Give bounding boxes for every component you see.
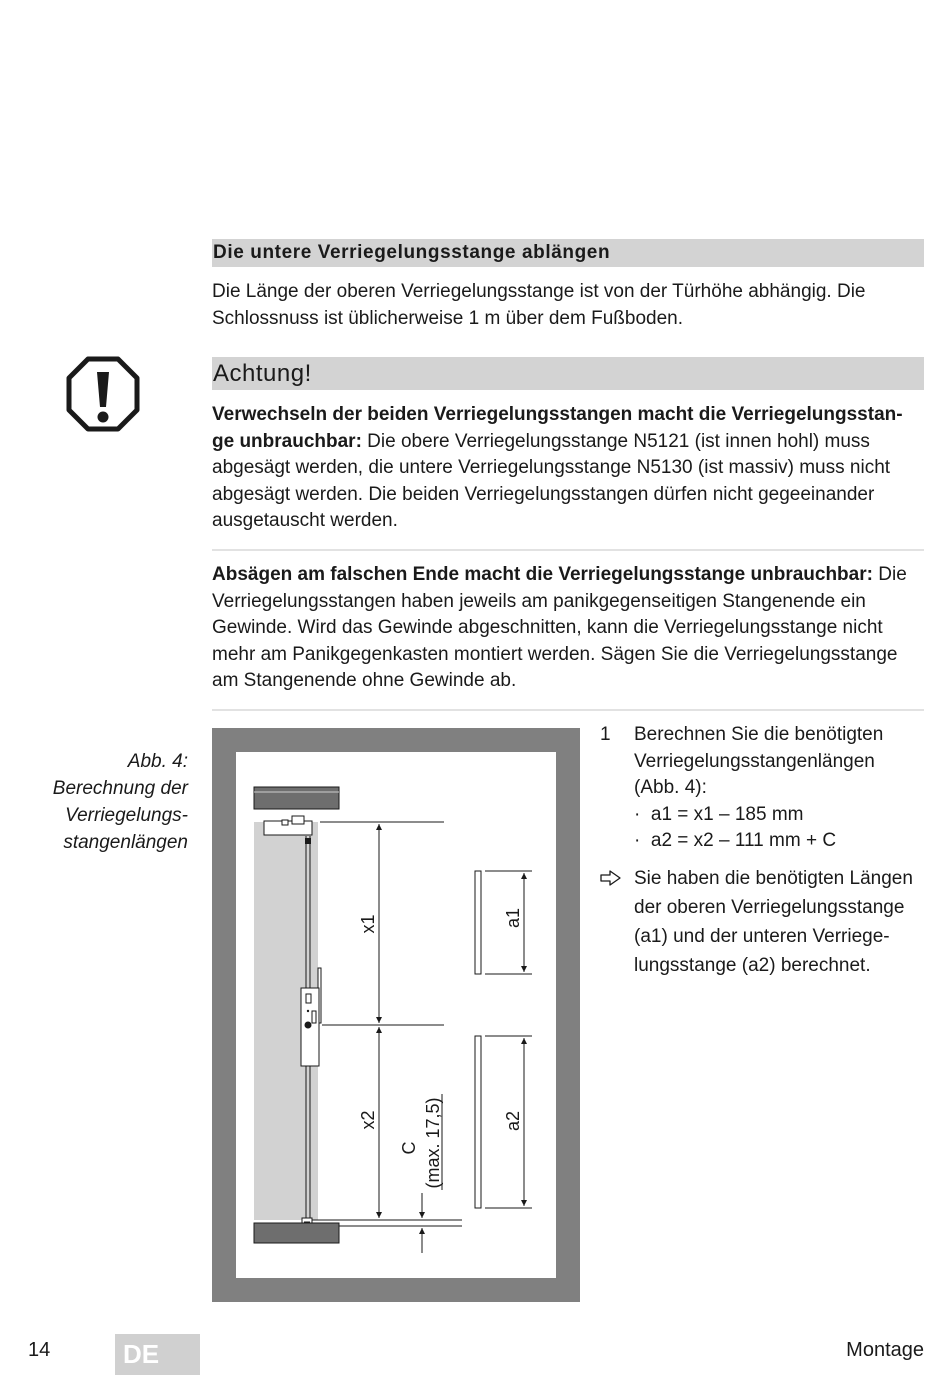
section-heading bbox=[212, 239, 924, 267]
step-text bbox=[634, 722, 934, 855]
c-max-label: (max. 17,5) bbox=[423, 1097, 443, 1189]
x1-label: x1 bbox=[358, 914, 378, 934]
warning-line: ausgetauscht werden. bbox=[212, 510, 398, 531]
language-badge: DE bbox=[115, 1334, 200, 1375]
floor-profile bbox=[254, 1223, 339, 1243]
intro-paragraph bbox=[212, 279, 924, 332]
chapter-name: Montage bbox=[846, 1339, 924, 1361]
warning-line bbox=[212, 429, 924, 456]
result-line: (a1) und der unteren Verriege- bbox=[634, 926, 890, 947]
warning-line: Gewinde. Wird das Gewinde abgeschnitten, kann die Verriegelungsstange nicht bbox=[212, 617, 883, 638]
warning-line: mehr am Panikgegenkasten montiert werden. Sägen Sie die Verriegelungsstange bbox=[212, 643, 898, 665]
step-number: 1 bbox=[600, 724, 611, 745]
result-line: Sie haben die benötigten Längen bbox=[634, 868, 913, 889]
warning-bold-text: ge unbrauchbar: bbox=[212, 430, 362, 452]
technical-drawing bbox=[212, 728, 580, 1302]
warning-text: Die obere Verriegelungsstange N5121 (ist innen hohl) muss bbox=[361, 430, 870, 452]
formula-a2 bbox=[634, 828, 934, 855]
a2-label: a2 bbox=[503, 1110, 523, 1132]
bullet: · bbox=[634, 803, 641, 825]
formula-a1 bbox=[634, 802, 934, 829]
warning-line: abgesägt werden. Die beiden Verriegelungsstangen dürfen nicht gegeeinander bbox=[212, 483, 875, 505]
warning-line bbox=[212, 402, 924, 429]
rod-a2 bbox=[475, 1036, 481, 1208]
divider bbox=[212, 549, 924, 551]
warning-line: Verriegelungsstangen haben jeweils am panikgegenseitigen Stangenende ein bbox=[212, 590, 866, 612]
result-line: der oberen Verriegelungsstange bbox=[634, 897, 905, 918]
caption-line: Abb. 4: bbox=[127, 751, 188, 772]
warning-line bbox=[212, 562, 924, 589]
warning-paragraph-2 bbox=[212, 562, 924, 695]
warning-paragraph-1 bbox=[212, 402, 924, 535]
caption-line: Verriegelungs- bbox=[65, 805, 188, 826]
step-line: Berechnen Sie die benötigten bbox=[634, 724, 884, 745]
warning-line: abgesägt werden, die untere Verriegelungsstange N5130 (ist massiv) muss nicht bbox=[212, 457, 891, 478]
arrow-right-outline-icon bbox=[600, 870, 622, 886]
formula-text: a2 = x2 – 111 mm + C bbox=[650, 830, 837, 851]
figure-caption bbox=[20, 748, 188, 856]
intro-line: Die Länge der oberen Verriegelungsstange ist von der Türhöhe abhängig. Die bbox=[212, 281, 866, 302]
warning-text: Die bbox=[872, 564, 907, 585]
step-line: (Abb. 4): bbox=[634, 777, 707, 798]
result-line: lungsstange (a2) berechnet. bbox=[634, 955, 871, 976]
c-label: C bbox=[399, 1141, 419, 1155]
caption-line: stangenlängen bbox=[63, 832, 188, 853]
warning-bold-text: Verwechseln der beiden Verriegelungsstangen macht die Verriegelungsstan- bbox=[212, 404, 903, 425]
warning-line: am Stangenende ohne Gewinde ab. bbox=[212, 670, 517, 691]
a1-label: a1 bbox=[503, 907, 523, 929]
warning-heading-text: Achtung! bbox=[213, 360, 312, 387]
section-heading-text: Die untere Verriegelungsstange ablängen bbox=[213, 242, 611, 263]
step-line: Verriegelungsstangenlängen bbox=[634, 750, 875, 772]
caption-line: Berechnung der bbox=[52, 778, 188, 799]
warning-octagon-icon bbox=[66, 356, 140, 432]
intro-line: Schlossnuss ist üblicherweise 1 m über dem Fußboden. bbox=[212, 307, 684, 329]
bullet: · bbox=[634, 830, 641, 851]
warning-heading bbox=[212, 357, 924, 390]
x2-label: x2 bbox=[358, 1110, 378, 1130]
formula-text: a1 = x1 – 185 mm bbox=[650, 803, 804, 825]
divider bbox=[212, 709, 924, 711]
warning-bold-text: Absägen am falschen Ende macht die Verriegelungsstange unbrauchbar: bbox=[212, 564, 873, 585]
page-number: 14 bbox=[28, 1339, 51, 1361]
rod-a1 bbox=[475, 871, 481, 974]
result-text bbox=[634, 864, 934, 980]
